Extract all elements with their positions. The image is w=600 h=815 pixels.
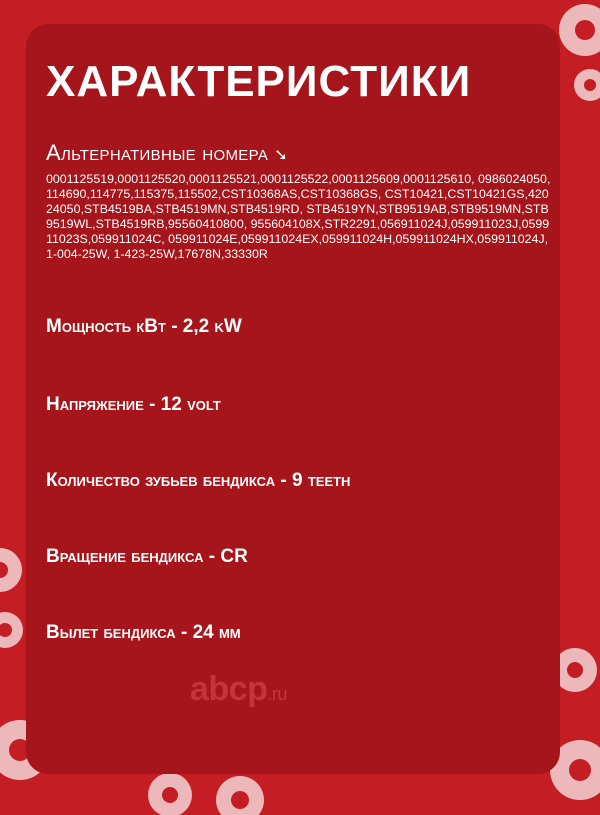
watermark-logo <box>190 670 287 709</box>
watermark-suffix: .ru <box>267 684 287 704</box>
page-title: ХАРАКТЕРИСТИКИ <box>46 57 472 106</box>
spec-voltage: Напряжение - 12 volt <box>46 394 221 415</box>
spec-offset: Вылет бендикса - 24 мм <box>46 622 241 643</box>
spec-teeth: Количество зубьев бендикса - 9 teeth <box>46 470 351 491</box>
watermark-main: abcp <box>190 670 268 708</box>
alt-numbers-list: 0001125519,0001125520,0001125521,0001125522,0001125609,0001125610, 0986024050,114690,114775,115375,115502,CST10368AS,CST10368GS, CST10421,CST10421GS,42024050,STB4519BA,STB4519MN,STB4519RD, STB4519YN,STB9519AB,STB9519MN,STB9519WL,STB4519RB,95560410800, 955604108X,STR2291,056911024J,059911023J,059911023S,059911024C, 059911024E,059911024EX,059911024H,059911024HX,059911024J,1-004-25W, 1-423-25W,17678N,33330R <box>46 172 551 261</box>
spec-rotation: Вращение бендикса - CR <box>46 546 248 567</box>
alt-numbers-heading <box>46 140 540 166</box>
characteristics-card <box>26 24 560 774</box>
spec-power: Мощность кВт - 2,2 kW <box>46 316 242 337</box>
arrow-down-right-icon: ➘ <box>274 147 288 164</box>
alt-numbers-heading-text: Альтернативные номера <box>46 140 269 165</box>
